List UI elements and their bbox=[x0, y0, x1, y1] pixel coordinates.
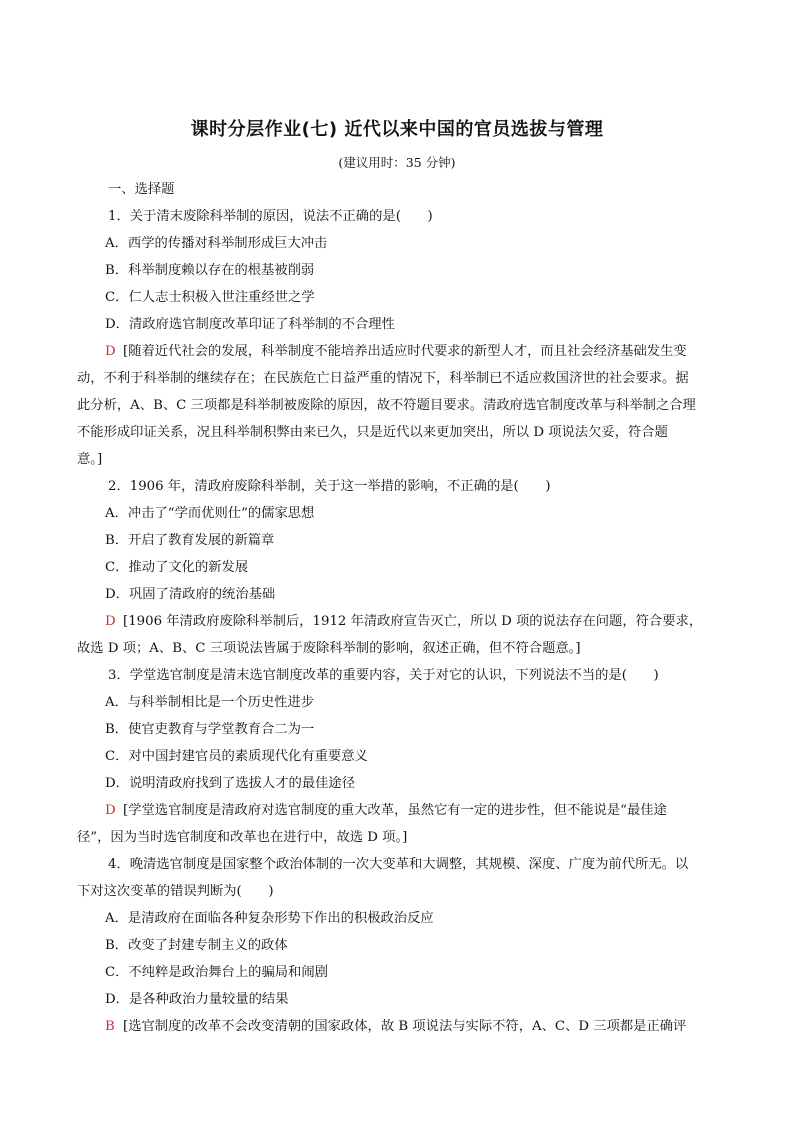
question-2-explanation-line: 故选 D 项；A、B、C 三项说法皆属于废除科举制的影响，叙述正确，但不符合题意。] bbox=[77, 641, 581, 656]
question-3-explanation-line: 径”，因为当时选官制度和改革也在进行中，故选 D 项。] bbox=[77, 830, 408, 845]
question-3-stem: 3．学堂选官制度是清末选官制度改革的重要内容，关于对它的认识，下列说法不当的是( ) bbox=[108, 668, 659, 683]
question-3-answer: D bbox=[105, 803, 116, 818]
question-2-option-a: A．冲击了“学而优则仕”的儒家思想 bbox=[105, 506, 315, 521]
question-1-explanation-line: 动，不利于科举制的继续存在；在民族危亡日益严重的情况下，科举制已不适应救国济世的社会要求。据 bbox=[77, 371, 689, 386]
question-1-option-b: B．科举制度赖以存在的根基被削弱 bbox=[105, 263, 315, 278]
section-heading: 一、选择题 bbox=[108, 182, 175, 197]
question-1-explanation-line: 意。] bbox=[77, 452, 103, 467]
question-4-explanation-text: [选官制度的改革不会改变清朝的国家政体，故 B 项说法与实际不符，A、C、D 三项都是正确评 bbox=[123, 1019, 687, 1034]
question-4-stem: 下对这次变革的错误判断为( ) bbox=[77, 884, 274, 899]
question-1-explanation-text: [随着近代社会的发展，科举制度不能培养出适应时代要求的新型人才，而且社会经济基础发生变 bbox=[123, 344, 687, 359]
question-1-option-c: C．仁人志士积极入世注重经世之学 bbox=[105, 290, 315, 305]
page-title: 课时分层作业(七) 近代以来中国的官员选拔与管理 bbox=[190, 119, 604, 140]
question-1-explanation-line: 不能形成印证关系，况且科举制积弊由来已久，只是近代以来更加突出，所以 D 项说法欠妥，符合题 bbox=[77, 425, 668, 440]
question-2-option-c: C．推动了文化的新发展 bbox=[105, 560, 249, 575]
question-4-option-b: B．改变了封建专制主义的政体 bbox=[105, 938, 288, 953]
question-1-option-d: D．清政府选官制度改革印证了科举制的不合理性 bbox=[105, 317, 395, 332]
question-3-option-c: C．对中国封建官员的素质现代化有重要意义 bbox=[105, 749, 368, 764]
question-2-explanation-text: [1906 年清政府废除科举制后，1912 年清政府宣告灭亡，所以 D 项的说法存在问题，符合要求， bbox=[123, 614, 703, 629]
question-3-option-d: D．说明清政府找到了选拔人才的最佳途径 bbox=[105, 776, 356, 791]
question-1-answer: D bbox=[105, 344, 116, 359]
question-4-option-d: D．是各种政治力量较量的结果 bbox=[105, 992, 289, 1007]
question-3-explanation-line bbox=[105, 797, 717, 824]
question-1-stem: 1．关于清末废除科举制的原因，说法不正确的是( ) bbox=[108, 209, 433, 224]
question-4-answer: B bbox=[105, 1019, 115, 1034]
question-2-answer: D bbox=[105, 614, 116, 629]
question-3-explanation-text: [学堂选官制度是清政府对选官制度的重大改革，虽然它有一定的进步性，但不能说是“最佳途 bbox=[123, 803, 667, 818]
question-2-explanation-line bbox=[105, 608, 717, 635]
question-4-option-a: A．是清政府在面临各种复杂形势下作出的积极政治反应 bbox=[105, 911, 434, 926]
content bbox=[77, 176, 717, 1040]
question-4-option-c: C．不纯粹是政治舞台上的骗局和闹剧 bbox=[105, 965, 328, 980]
question-3-option-b: B．使官吏教育与学堂教育合二为一 bbox=[105, 722, 315, 737]
question-1-option-a: A．西学的传播对科举制形成巨大冲击 bbox=[105, 236, 328, 251]
question-2-stem: 2．1906 年，清政府废除科举制，关于这一举措的影响，不正确的是( ) bbox=[108, 479, 551, 494]
page-subtitle: (建议用时：35 分钟) bbox=[338, 155, 456, 170]
question-4-explanation-line bbox=[105, 1013, 717, 1040]
question-2-option-b: B．开启了教育发展的新篇章 bbox=[105, 533, 275, 548]
question-1-explanation-line: 此分析，A、B、C 三项都是科举制被废除的原因，故不符题目要求。清政府选官制度改革与科举制之合理 bbox=[77, 398, 696, 413]
question-3-option-a: A．与科举制相比是一个历史性进步 bbox=[105, 695, 315, 710]
question-2-option-d: D．巩固了清政府的统治基础 bbox=[105, 587, 276, 602]
question-1-explanation-line bbox=[105, 338, 717, 365]
question-4-stem: 4．晚清选官制度是国家整个政治体制的一次大变革和大调整，其规模、深度、广度为前代所无。以 bbox=[108, 857, 689, 872]
